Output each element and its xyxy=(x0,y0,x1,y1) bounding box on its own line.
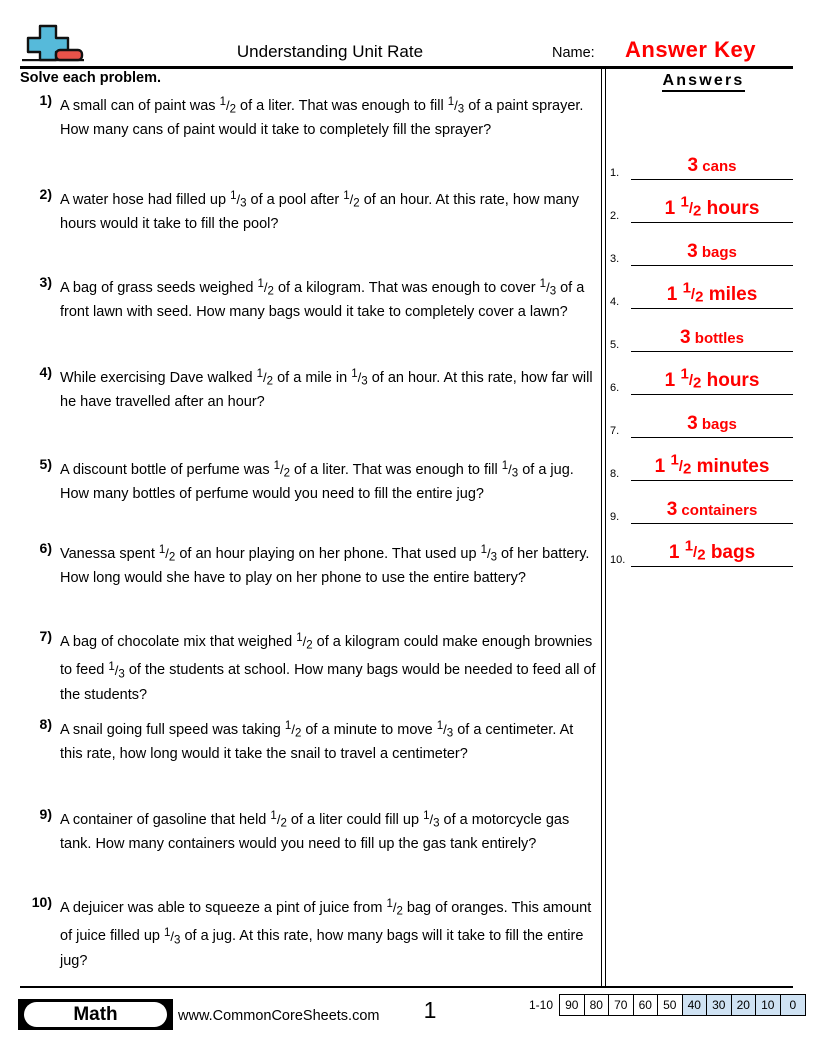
answer-value: 3 containers xyxy=(666,499,758,520)
fraction: $^1$/3 xyxy=(230,190,247,210)
site-url[interactable]: www.CommonCoreSheets.com xyxy=(178,1008,380,1024)
scale-cell: 70 xyxy=(609,995,634,1015)
scale-cell: 60 xyxy=(634,995,659,1015)
fraction: $^1$/3 xyxy=(423,810,440,830)
answer-blank[interactable] xyxy=(631,441,793,481)
header-divider xyxy=(20,66,793,69)
answer-number: 3. xyxy=(610,253,620,265)
answer-value: 3 bags xyxy=(687,413,737,434)
answer-blank[interactable] xyxy=(631,527,793,567)
problem-item xyxy=(20,92,598,141)
plus-minus-logo-icon xyxy=(20,24,86,62)
problem-text: While exercising Dave walked $^1$/2 of a mile in $^1$/3 of an hour. At this rate, how far will he have travelled after an hour? xyxy=(60,368,593,411)
fraction: $^1$/3 xyxy=(539,278,557,298)
fraction: $^1$/2 xyxy=(284,720,302,740)
answer-row xyxy=(607,137,800,180)
problem-item xyxy=(20,456,598,505)
instruction-text: Solve each problem. xyxy=(20,70,162,86)
subject-badge xyxy=(18,999,173,1030)
fraction: $^1$/2 xyxy=(386,898,403,918)
answer-key-badge: Answer Key xyxy=(625,37,756,62)
problem-text: A snail going full speed was taking $^1$/2 of a minute to move $^1$/3 of a centimeter. At this rate, how long would it take the snail to travel a centimeter? xyxy=(60,720,574,763)
fraction: $^1$/2 xyxy=(257,278,274,298)
answer-number: 9. xyxy=(610,511,620,523)
scale-cell: 0 xyxy=(781,995,806,1015)
answer-row xyxy=(607,309,800,352)
problem-number: 7) xyxy=(39,628,52,644)
problem-item xyxy=(20,186,598,235)
answer-row xyxy=(607,180,800,223)
fraction: $^1$/2 xyxy=(256,368,274,388)
answer-value: 3 bags xyxy=(687,241,737,262)
fraction: $^1$/2 xyxy=(219,96,237,116)
fraction: $^1$/3 xyxy=(447,96,465,116)
fraction: $^1$/3 xyxy=(163,926,181,946)
score-scale xyxy=(529,994,806,1016)
name-label: Name: xyxy=(552,45,595,61)
answer-number: 6. xyxy=(610,382,620,394)
answer-value: 3 bottles xyxy=(680,327,744,348)
problem-text: A bag of grass seeds weighed $^1$/2 of a kilogram. That was enough to cover $^1$/3 of a front lawn with seed. How many bags would it take to completely cover a lawn? xyxy=(60,278,585,321)
problem-text: A container of gasoline that held $^1$/2 of a liter could fill up $^1$/3 of a motorcycle gas tank. How many containers would you need to fill up the gas tank entirely? xyxy=(60,810,570,853)
answer-blank[interactable] xyxy=(631,312,793,352)
page-title: Understanding Unit Rate xyxy=(236,42,424,61)
fraction: $^1$/3 xyxy=(351,368,368,388)
page-number: 1 xyxy=(423,997,437,1023)
answer-value: 1 1/2 bags xyxy=(668,537,756,564)
scale-cell: 90 xyxy=(560,995,585,1015)
fraction: $^1$/3 xyxy=(501,460,519,480)
answer-number: 4. xyxy=(610,296,620,308)
answer-value: 3 cans xyxy=(687,155,737,176)
answer-blank[interactable] xyxy=(631,355,793,395)
answers-heading: Answers xyxy=(607,72,800,90)
answer-row xyxy=(607,438,800,481)
problem-text: A dejuicer was able to squeeze a pint of juice from $^1$/2 bag of oranges. This amount of juice filled up $^1$/3 of a jug. At this rate, how many bags will it take to fill the entire jug? xyxy=(60,898,592,969)
answer-number: 2. xyxy=(610,210,620,222)
problem-item xyxy=(20,716,598,765)
answer-blank[interactable] xyxy=(631,269,793,309)
scale-range-label: 1-10 xyxy=(529,998,554,1012)
answer-number: 7. xyxy=(610,425,620,437)
answer-row xyxy=(607,481,800,524)
problem-number: 3) xyxy=(39,274,52,290)
scale-cell: 20 xyxy=(732,995,757,1015)
answer-row xyxy=(607,524,800,567)
answer-value: 1 1/2 hours xyxy=(664,193,760,220)
answer-row xyxy=(607,223,800,266)
answer-blank[interactable] xyxy=(631,140,793,180)
problem-item xyxy=(20,540,598,589)
answer-blank[interactable] xyxy=(631,484,793,524)
answer-row xyxy=(607,266,800,309)
problem-text: Vanessa spent $^1$/2 of an hour playing on her phone. That used up $^1$/3 of her battery. How long would she have to play on her phone to use the entire battery? xyxy=(60,544,590,587)
answer-number: 10. xyxy=(610,554,626,566)
problem-text: A small can of paint was $^1$/2 of a liter. That was enough to fill $^1$/3 of a paint sprayer. How many cans of paint would it take to completely fill the sprayer? xyxy=(60,96,584,139)
problem-number: 4) xyxy=(39,364,52,380)
answer-value: 1 1/2 miles xyxy=(666,279,758,306)
scale-cell-list xyxy=(559,994,806,1016)
problem-item xyxy=(20,894,598,972)
problem-item xyxy=(20,364,598,413)
problem-number: 9) xyxy=(39,806,52,822)
answer-blank[interactable] xyxy=(631,398,793,438)
fraction: $^1$/2 xyxy=(296,632,313,652)
fraction: $^1$/3 xyxy=(436,720,454,740)
problem-text: A bag of chocolate mix that weighed $^1$/2 of a kilogram could make enough brownies to feed $^1$/3 of the students at school. How many bags would be needed to feed all of the students? xyxy=(60,632,596,703)
problem-item xyxy=(20,806,598,855)
answer-value: 1 1/2 hours xyxy=(664,365,760,392)
scale-cell: 40 xyxy=(683,995,708,1015)
answer-number: 5. xyxy=(610,339,620,351)
fraction: $^1$/2 xyxy=(273,460,291,480)
scale-cell: 30 xyxy=(707,995,732,1015)
problem-item xyxy=(20,628,598,706)
answer-number: 1. xyxy=(610,167,620,179)
problem-number: 8) xyxy=(39,716,52,732)
problem-number: 2) xyxy=(39,186,52,202)
problem-text: A discount bottle of perfume was $^1$/2 of a liter. That was enough to fill $^1$/3 of a jug. How many bottles of perfume would you need to fill the entire jug? xyxy=(60,460,574,503)
answer-number: 8. xyxy=(610,468,620,480)
answer-blank[interactable] xyxy=(631,183,793,223)
problem-item xyxy=(20,274,598,323)
fraction: $^1$/2 xyxy=(158,544,176,564)
answer-row xyxy=(607,395,800,438)
problem-number: 5) xyxy=(39,456,52,472)
fraction: $^1$/3 xyxy=(108,660,125,680)
answer-value: 1 1/2 minutes xyxy=(654,451,770,478)
problem-text: A water hose had filled up $^1$/3 of a pool after $^1$/2 of an hour. At this rate, how many hours would it take to fill the pool? xyxy=(60,190,579,233)
problem-number: 6) xyxy=(39,540,52,556)
answer-row xyxy=(607,352,800,395)
fraction: $^1$/2 xyxy=(270,810,287,830)
worksheet-header xyxy=(0,0,816,62)
problem-number: 1) xyxy=(39,92,52,108)
footer-divider xyxy=(20,986,793,988)
problem-number: 10) xyxy=(31,894,52,910)
scale-cell: 10 xyxy=(756,995,781,1015)
subject-badge-label: Math xyxy=(24,1002,167,1027)
scale-cell: 50 xyxy=(658,995,683,1015)
answer-blank[interactable] xyxy=(631,226,793,266)
fraction: $^1$/3 xyxy=(480,544,498,564)
scale-cell: 80 xyxy=(585,995,610,1015)
fraction: $^1$/2 xyxy=(343,190,360,210)
